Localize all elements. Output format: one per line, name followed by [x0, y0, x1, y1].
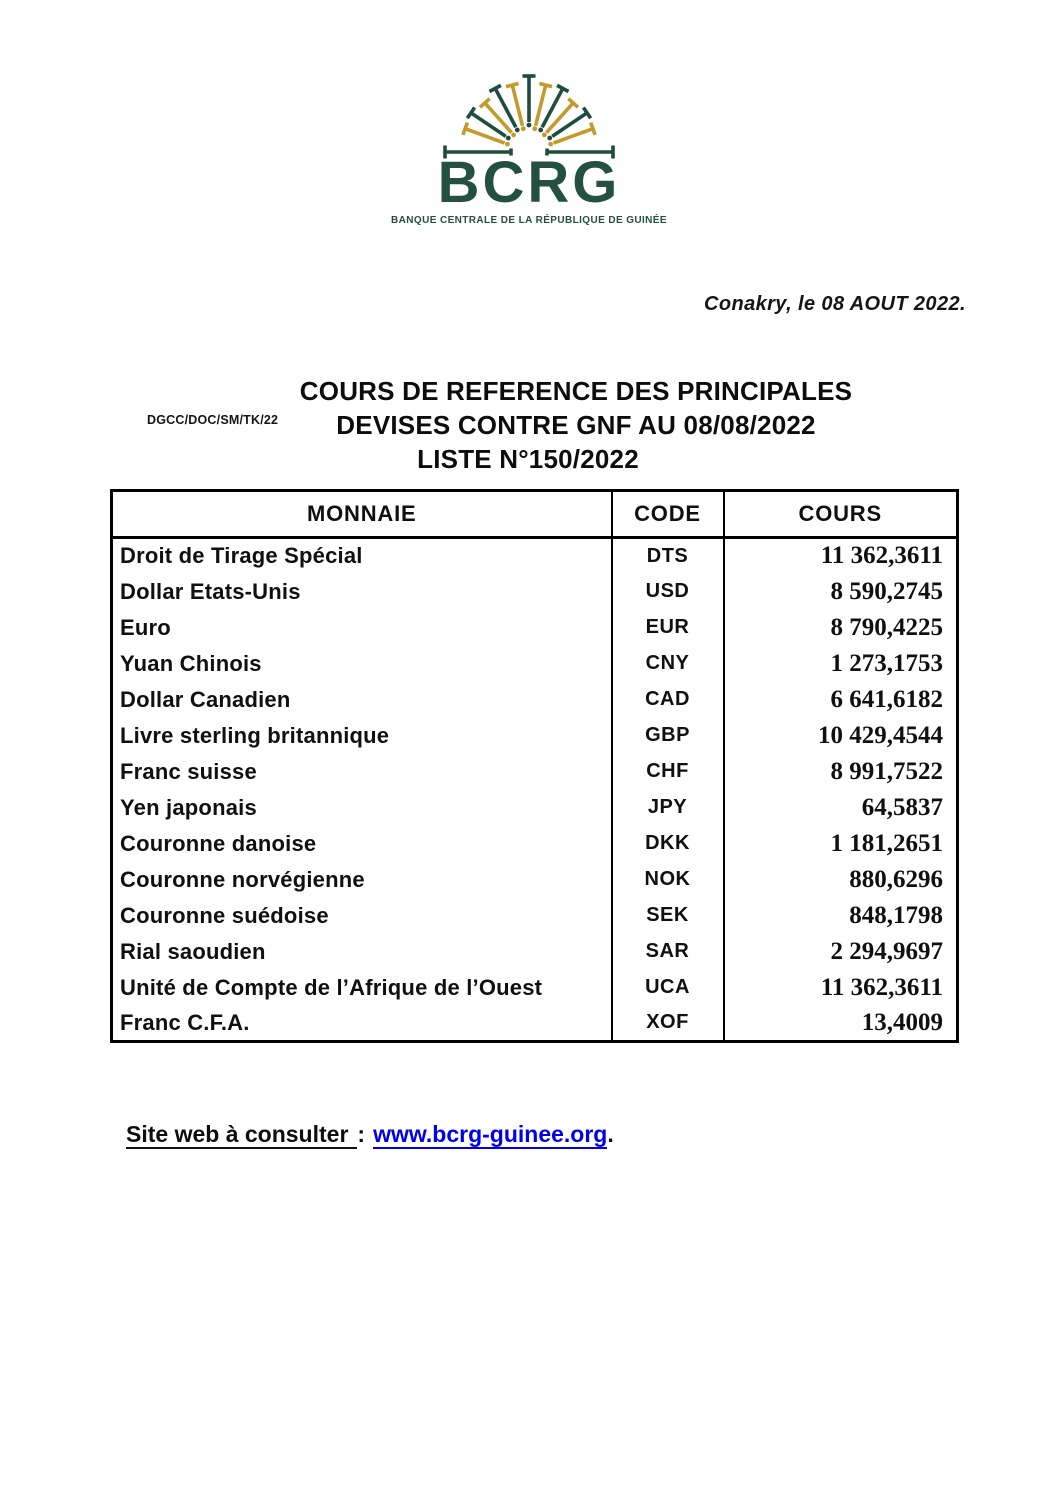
currency-name-cell: Franc suisse — [120, 758, 257, 784]
table-row — [112, 718, 958, 754]
table-row — [112, 538, 958, 574]
currency-name-cell: Droit de Tirage Spécial — [120, 543, 363, 569]
title-line-1: COURS DE REFERENCE DES PRINCIPALES — [299, 376, 853, 406]
currency-name-cell: Unité de Compte de l’Afrique de l’Ouest — [120, 974, 543, 1000]
table-row — [112, 790, 958, 826]
rate-value-cell: 11 362,3611 — [724, 538, 958, 574]
dateline: Conakry, le 08 AOUT 2022. — [704, 293, 966, 315]
currency-name-cell: Franc C.F.A. — [120, 1009, 250, 1035]
currency-code-cell: CHF — [612, 754, 724, 790]
document-reference: DGCC/DOC/SM/TK/22 — [147, 413, 279, 427]
title-line-3: LISTE N°150/2022 — [417, 444, 639, 474]
table-header-row — [112, 491, 958, 538]
rate-value-cell: 848,1798 — [724, 898, 958, 934]
currency-name-cell: Couronne norvégienne — [120, 866, 365, 892]
table-row — [112, 898, 958, 934]
currency-code-cell: GBP — [612, 718, 724, 754]
column-header-cours: COURS — [724, 491, 958, 538]
title-line-2: DEVISES CONTRE GNF AU 08/08/2022 — [336, 410, 816, 440]
rate-value-cell: 8 991,7522 — [724, 754, 958, 790]
currency-code-cell: SAR — [612, 934, 724, 970]
rate-value-cell: 13,4009 — [724, 1006, 958, 1042]
rate-value-cell: 2 294,9697 — [724, 934, 958, 970]
table-row — [112, 682, 958, 718]
website-label: Site web à consulter — [126, 1121, 357, 1149]
currency-code-cell: USD — [612, 574, 724, 610]
website-separator: : — [357, 1121, 366, 1147]
currency-name-cell: Yen japonais — [120, 794, 257, 820]
footer-period: . — [607, 1121, 614, 1147]
currency-code-cell: CAD — [612, 682, 724, 718]
currency-code-cell: JPY — [612, 790, 724, 826]
rates-table — [110, 489, 959, 1043]
website-link[interactable]: www.bcrg-guinee.org — [373, 1121, 608, 1147]
table-row — [112, 970, 958, 1006]
currency-code-cell: DKK — [612, 826, 724, 862]
rate-value-cell: 8 590,2745 — [724, 574, 958, 610]
table-row — [112, 1006, 958, 1042]
currency-name-cell: Dollar Canadien — [120, 686, 291, 712]
bcrg-logo — [319, 64, 739, 226]
currency-name-cell: Couronne suédoise — [120, 902, 329, 928]
table-row — [112, 754, 958, 790]
currency-code-cell: CNY — [612, 646, 724, 682]
currency-code-cell: EUR — [612, 610, 724, 646]
table-row — [112, 574, 958, 610]
currency-code-cell: DTS — [612, 538, 724, 574]
rate-value-cell: 880,6296 — [724, 862, 958, 898]
column-header-monnaie: MONNAIE — [112, 491, 612, 538]
rate-value-cell: 11 362,3611 — [724, 970, 958, 1006]
currency-code-cell: SEK — [612, 898, 724, 934]
currency-name-cell: Livre sterling britannique — [120, 722, 390, 748]
currency-name-cell: Rial saoudien — [120, 938, 266, 964]
rate-value-cell: 8 790,4225 — [724, 610, 958, 646]
table-row — [112, 934, 958, 970]
rate-value-cell: 10 429,4544 — [724, 718, 958, 754]
currency-name-cell: Euro — [120, 614, 171, 640]
currency-name-cell: Dollar Etats-Unis — [120, 578, 301, 604]
logo-sunburst-icon — [439, 64, 619, 164]
logo-acronym: BCRG — [437, 150, 621, 215]
rate-value-cell: 1 273,1753 — [724, 646, 958, 682]
table-row — [112, 826, 958, 862]
currency-code-cell: NOK — [612, 862, 724, 898]
table-row — [112, 610, 958, 646]
column-header-code: CODE — [612, 491, 724, 538]
currency-code-cell: UCA — [612, 970, 724, 1006]
rate-value-cell: 6 641,6182 — [724, 682, 958, 718]
currency-name-cell: Yuan Chinois — [120, 650, 262, 676]
logo-tagline: BANQUE CENTRALE DE LA RÉPUBLIQUE DE GUINÉE — [391, 215, 667, 226]
table-row — [112, 646, 958, 682]
currency-code-cell: XOF — [612, 1006, 724, 1042]
footer-website-line — [126, 1121, 614, 1148]
document-title — [96, 374, 1056, 476]
currency-name-cell: Couronne danoise — [120, 830, 317, 856]
rate-value-cell: 1 181,2651 — [724, 826, 958, 862]
rate-value-cell: 64,5837 — [724, 790, 958, 826]
table-row — [112, 862, 958, 898]
